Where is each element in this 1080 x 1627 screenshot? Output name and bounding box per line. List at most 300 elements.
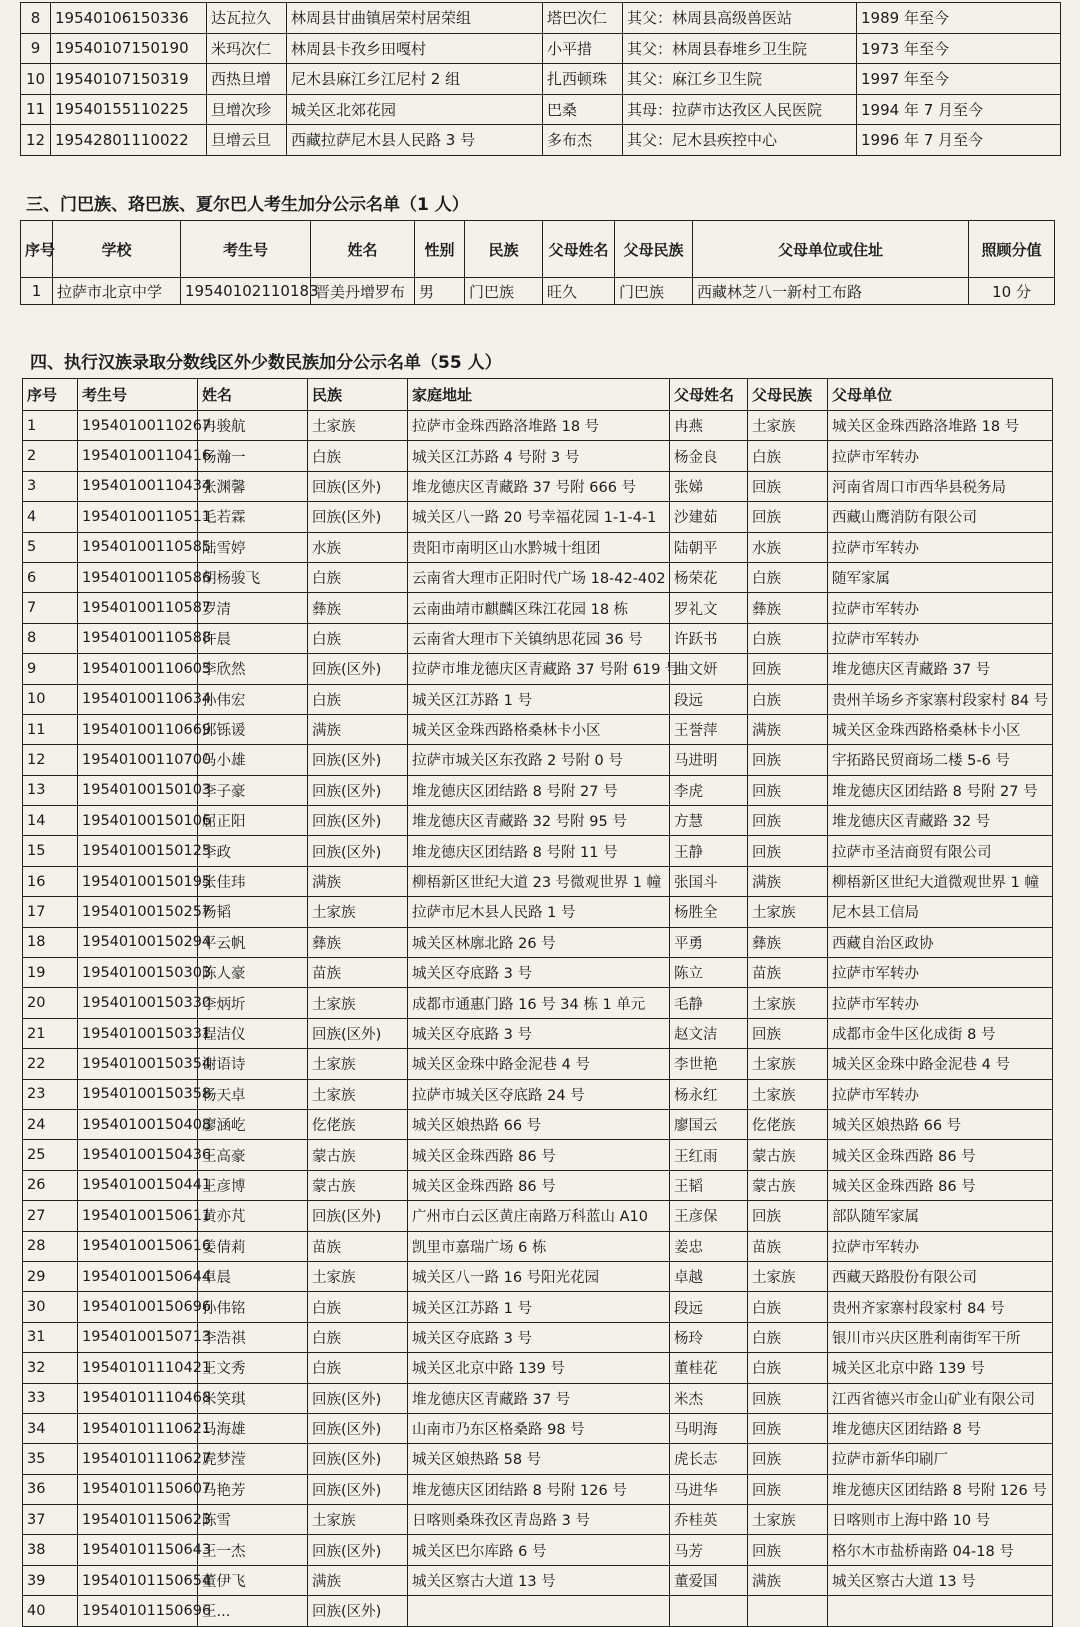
table-cell: 土家族: [748, 897, 828, 927]
table-cell: 40: [23, 1596, 78, 1626]
table-cell: 9: [23, 654, 78, 684]
table-cell: 罗清: [198, 593, 308, 623]
table-cell: 城关区金珠中路金泥巷 4 号: [408, 1049, 670, 1079]
table-cell: 土家族: [308, 1079, 408, 1109]
table-row: [23, 988, 1053, 1018]
table-cell: 王韬: [670, 1170, 748, 1200]
table-header-row: [21, 221, 1055, 278]
table-cell: 日喀则市上海中路 10 号: [828, 1505, 1053, 1535]
table-cell: 19540100110634: [78, 684, 198, 714]
table-cell: 回族(区外): [308, 654, 408, 684]
table-cell: 苗族: [748, 958, 828, 988]
table-cell: 李政: [198, 836, 308, 866]
table-cell: 34: [23, 1413, 78, 1443]
table-cell: 城关区金珠西路 86 号: [408, 1170, 670, 1200]
table-cell: 城关区察古大道 13 号: [408, 1565, 670, 1595]
table-cell: 马小雄: [198, 745, 308, 775]
table-cell: 19540100150644: [78, 1261, 198, 1291]
table-cell: 彝族: [748, 593, 828, 623]
table-cell: 贵阳市南明区山水黔城十组团: [408, 532, 670, 562]
table-cell: 张佳玮: [198, 866, 308, 896]
table-cell: 19540101110621: [78, 1413, 198, 1443]
table-cell: 卓越: [670, 1261, 748, 1291]
table-cell: 银川市兴庆区胜利南街军干所: [828, 1322, 1053, 1352]
table-cell: 门巴族: [615, 278, 693, 305]
table-cell: 王静: [670, 836, 748, 866]
table-cell: 尼木县麻江乡江尼村 2 组: [287, 64, 543, 95]
table-cell: 14: [23, 806, 78, 836]
table-cell: 城关区夺底路 3 号: [408, 958, 670, 988]
table-cell: 19540100150106: [78, 806, 198, 836]
table-cell: 拉萨市军转办: [828, 532, 1053, 562]
table-cell: 许跃书: [670, 623, 748, 653]
table-cell: 苗族: [748, 1231, 828, 1261]
table-cell: 19540100150408: [78, 1109, 198, 1139]
table-cell: 30: [23, 1292, 78, 1322]
table-cell: 赵文洁: [670, 1018, 748, 1048]
table-cell: 1: [21, 278, 53, 305]
table-section-4: [22, 378, 1053, 1627]
table-cell: 19540100110587: [78, 593, 198, 623]
table-row: [23, 836, 1053, 866]
column-header: 父母姓名: [670, 379, 748, 411]
table-cell: 其父：尼木县疾控中心: [623, 125, 857, 156]
table-cell: 19540100110434: [78, 471, 198, 501]
table-cell: 城关区金珠西路洛堆路 18 号: [828, 411, 1053, 441]
table-cell: 19540101150696: [78, 1596, 198, 1626]
table-cell: 蒙古族: [748, 1170, 828, 1200]
table-row: [23, 1109, 1053, 1139]
column-header: 考生号: [78, 379, 198, 411]
table-cell: 其父：林周县春堆乡卫生院: [623, 33, 857, 64]
table-row: [23, 745, 1053, 775]
table-cell: 堆龙德庆区团结路 8 号附 27 号: [408, 775, 670, 805]
table-cell: 19540100150696: [78, 1292, 198, 1322]
table-row: [23, 1170, 1053, 1200]
column-header: 父母姓名: [543, 221, 615, 278]
table-cell: 冉燕: [670, 411, 748, 441]
table-cell: 苗族: [308, 1231, 408, 1261]
table-cell: 20: [23, 988, 78, 1018]
table-row: [23, 1383, 1053, 1413]
table-cell: 城关区江苏路 4 号附 3 号: [408, 441, 670, 471]
table-cell: 贵州齐家寨村段家村 84 号: [828, 1292, 1053, 1322]
table-cell: 乔桂英: [670, 1505, 748, 1535]
table-cell: 白族: [308, 1292, 408, 1322]
table-cell: 尼木县工信局: [828, 897, 1053, 927]
table-cell: 拉萨市军转办: [828, 1231, 1053, 1261]
table-cell: 11: [21, 94, 51, 125]
table-cell: 回族: [748, 836, 828, 866]
table-cell: 白族: [308, 684, 408, 714]
table-cell: 19540100150358: [78, 1079, 198, 1109]
table-cell: 回族(区外): [308, 1018, 408, 1048]
table-cell: 蒙古族: [308, 1140, 408, 1170]
table-cell: 王高豪: [198, 1140, 308, 1170]
table-row: [21, 94, 1061, 125]
table-cell: 拉萨市军转办: [828, 958, 1053, 988]
table-row: [23, 1413, 1053, 1443]
table-cell: 格尔木市盐桥南路 04-18 号: [828, 1535, 1053, 1565]
table-cell: 19540101150607: [78, 1474, 198, 1504]
table-cell: 城关区八一路 20 号幸福花园 1-1-4-1: [408, 502, 670, 532]
table-cell: [828, 1596, 1053, 1626]
table-row: [23, 897, 1053, 927]
table-cell: 云南省大理市下关镇纳思花园 36 号: [408, 623, 670, 653]
table-cell: 冉骏航: [198, 411, 308, 441]
table-cell: 满族: [748, 714, 828, 744]
table-cell: 屈正阳: [198, 806, 308, 836]
table-cell: 土家族: [308, 897, 408, 927]
table-cell: 堆龙德庆区团结路 8 号附 27 号: [828, 775, 1053, 805]
table-cell: 19540101150643: [78, 1535, 198, 1565]
table-cell: 19540101110468: [78, 1383, 198, 1413]
table-cell: 6: [23, 562, 78, 592]
table-cell: 4: [23, 502, 78, 532]
table-cell: 白族: [748, 623, 828, 653]
column-header: 姓名: [311, 221, 415, 278]
table-cell: 拉萨市尼木县人民路 1 号: [408, 897, 670, 927]
table-cell: 3: [23, 471, 78, 501]
table-row: [23, 1201, 1053, 1231]
table-cell: 王文秀: [198, 1353, 308, 1383]
column-header: 父母民族: [748, 379, 828, 411]
table-cell: 程洁仪: [198, 1018, 308, 1048]
table-cell: 柳梧新区世纪大道 23 号微观世界 1 幢: [408, 866, 670, 896]
table-cell: 回族: [748, 1535, 828, 1565]
table-row: [23, 1565, 1053, 1595]
table-row: [23, 775, 1053, 805]
column-header: 家庭地址: [408, 379, 670, 411]
table-cell: 旦增云旦: [207, 125, 287, 156]
table-row: [23, 441, 1053, 471]
table-cell: 回族: [748, 1201, 828, 1231]
table-cell: 城关区巴尔库路 6 号: [408, 1535, 670, 1565]
table-cell: 江西省德兴市金山矿业有限公司: [828, 1383, 1053, 1413]
table-cell: 回族: [748, 1383, 828, 1413]
table-cell: 董爱国: [670, 1565, 748, 1595]
table-cell: 王红雨: [670, 1140, 748, 1170]
table-cell: 城关区夺底路 3 号: [408, 1018, 670, 1048]
table-cell: 1997 年至今: [857, 64, 1061, 95]
table-cell: 22: [23, 1049, 78, 1079]
table-cell: 张渊馨: [198, 471, 308, 501]
table-cell: 28: [23, 1231, 78, 1261]
table-cell: 陈人豪: [198, 958, 308, 988]
table-cell: 1989 年至今: [857, 3, 1061, 34]
table-row: [23, 1049, 1053, 1079]
table-cell: 19540101150654: [78, 1565, 198, 1595]
table-cell: 米玛次仁: [207, 33, 287, 64]
table-cell: 彝族: [308, 593, 408, 623]
table-cell: 城关区金珠西路 86 号: [828, 1140, 1053, 1170]
table-cell: 段远: [670, 684, 748, 714]
table-cell: 回族: [748, 502, 828, 532]
table-cell: 土家族: [748, 1505, 828, 1535]
column-header: 照顾分值: [969, 221, 1055, 278]
table-cell: [670, 1596, 748, 1626]
table-cell: 回族(区外): [308, 502, 408, 532]
table-row: [23, 806, 1053, 836]
table-cell: 39: [23, 1565, 78, 1595]
table-cell: 城关区金珠中路金泥巷 4 号: [828, 1049, 1053, 1079]
table-cell: 杨荣花: [670, 562, 748, 592]
table-cell: 土家族: [308, 1049, 408, 1079]
table-cell: 19540100150611: [78, 1201, 198, 1231]
table-cell: 拉萨市军转办: [828, 988, 1053, 1018]
table-cell: 其母：拉萨市达孜区人民医院: [623, 94, 857, 125]
table-cell: 回族(区外): [308, 1201, 408, 1231]
table-cell: 10: [23, 684, 78, 714]
table-cell: 李浩祺: [198, 1322, 308, 1352]
table-row: [23, 1231, 1053, 1261]
table-cell: 西藏自治区政协: [828, 927, 1053, 957]
table-section-2-tail: [20, 2, 1061, 156]
table-cell: 19542801110022: [51, 125, 207, 156]
table-cell: 36: [23, 1474, 78, 1504]
table-cell: 段远: [670, 1292, 748, 1322]
table-cell: 李子豪: [198, 775, 308, 805]
table-cell: 满族: [308, 1565, 408, 1595]
table-cell: 32: [23, 1353, 78, 1383]
table-cell: 1: [23, 411, 78, 441]
table-cell: 孙伟宏: [198, 684, 308, 714]
table-cell: 黄亦芃: [198, 1201, 308, 1231]
table-cell: 白族: [748, 684, 828, 714]
table-cell: 日喀则桑珠孜区青岛路 3 号: [408, 1505, 670, 1535]
table-cell: 白族: [748, 1292, 828, 1322]
table-cell: 回族: [748, 1444, 828, 1474]
table-cell: 随军家属: [828, 562, 1053, 592]
table-cell: 26: [23, 1170, 78, 1200]
table-cell: 土家族: [748, 1261, 828, 1291]
table-cell: 达瓦拉久: [207, 3, 287, 34]
column-header: 姓名: [198, 379, 308, 411]
table-cell: 云南省大理市正阳时代广场 18-42-402: [408, 562, 670, 592]
table-cell: 土家族: [748, 1079, 828, 1109]
table-cell: 水族: [748, 532, 828, 562]
table-cell: 董伊飞: [198, 1565, 308, 1595]
table-cell: 19540106150336: [51, 3, 207, 34]
table-cell: 其父：林周县高级兽医站: [623, 3, 857, 34]
table-cell: 马芳: [670, 1535, 748, 1565]
table-cell: 成都市通惠门路 16 号 34 栋 1 单元: [408, 988, 670, 1018]
table-cell: 董桂花: [670, 1353, 748, 1383]
table-cell: 旦增次珍: [207, 94, 287, 125]
table-cell: 马进华: [670, 1474, 748, 1504]
table-cell: 19540100150331: [78, 1018, 198, 1048]
table-cell: 谢语诗: [198, 1049, 308, 1079]
column-header: 序号: [21, 221, 53, 278]
table-cell: 土家族: [748, 1049, 828, 1079]
table-cell: 卓晨: [198, 1261, 308, 1291]
table-cell: 王彦保: [670, 1201, 748, 1231]
column-header: 父母民族: [615, 221, 693, 278]
table-cell: 满族: [308, 866, 408, 896]
table-cell: 回族(区外): [308, 1474, 408, 1504]
table-cell: 杨玲: [670, 1322, 748, 1352]
table-cell: 水族: [308, 532, 408, 562]
table-cell: 虎长志: [670, 1444, 748, 1474]
table-cell: 9: [21, 33, 51, 64]
column-header: 父母单位或住址: [693, 221, 969, 278]
table-cell: 堆龙德庆区青藏路 37 号: [408, 1383, 670, 1413]
table-row: [23, 714, 1053, 744]
table-cell: 回族: [748, 775, 828, 805]
table-cell: 回族: [748, 806, 828, 836]
table-cell: 拉萨市军转办: [828, 1079, 1053, 1109]
table-cell: 白族: [308, 1353, 408, 1383]
table-cell: 25: [23, 1140, 78, 1170]
table-cell: 19540100150303: [78, 958, 198, 988]
table-cell: 米笑琪: [198, 1383, 308, 1413]
table-cell: 堆龙德庆区青藏路 37 号: [828, 654, 1053, 684]
table-cell: 满族: [308, 714, 408, 744]
table-cell: 城关区娘热路 66 号: [408, 1109, 670, 1139]
table-cell: 白族: [308, 562, 408, 592]
table-cell: 虎梦滢: [198, 1444, 308, 1474]
table-cell: 城关区江苏路 1 号: [408, 1292, 670, 1322]
column-header: 性别: [415, 221, 465, 278]
column-header: 考生号: [181, 221, 311, 278]
table-cell: 塔巴次仁: [543, 3, 623, 34]
table-cell: 19540100150713: [78, 1322, 198, 1352]
table-cell: 29: [23, 1261, 78, 1291]
table-cell: 35: [23, 1444, 78, 1474]
table-cell: 回族: [748, 745, 828, 775]
table-cell: 廖涵屹: [198, 1109, 308, 1139]
table-cell: 平云帆: [198, 927, 308, 957]
table-row: [23, 1353, 1053, 1383]
table-cell: 李世艳: [670, 1049, 748, 1079]
table-cell: 1973 年至今: [857, 33, 1061, 64]
table-cell: 回族: [748, 1018, 828, 1048]
table-cell: 白族: [308, 441, 408, 471]
table-row: [23, 958, 1053, 988]
table-cell: 回族(区外): [308, 1596, 408, 1626]
table-cell: 白族: [308, 1322, 408, 1352]
table-cell: 19540107150190: [51, 33, 207, 64]
table-cell: 白族: [308, 623, 408, 653]
table-row: [23, 1140, 1053, 1170]
table-cell: 拉萨市城关区夺底路 24 号: [408, 1079, 670, 1109]
table-cell: 李欣然: [198, 654, 308, 684]
table-cell: 王誉萍: [670, 714, 748, 744]
table-cell: 蒙古族: [308, 1170, 408, 1200]
table-cell: 拉萨市军转办: [828, 593, 1053, 623]
table-cell: 城关区林廓北路 26 号: [408, 927, 670, 957]
column-header: 学校: [53, 221, 181, 278]
table-row: [23, 1474, 1053, 1504]
table-cell: 堆龙德庆区团结路 8 号附 11 号: [408, 836, 670, 866]
table-row: [23, 1535, 1053, 1565]
table-cell: 8: [21, 3, 51, 34]
table-cell: 拉萨市军转办: [828, 623, 1053, 653]
table-cell: 堆龙德庆区青藏路 37 号附 666 号: [408, 471, 670, 501]
table-cell: 19540107150319: [51, 64, 207, 95]
table-cell: 杨天卓: [198, 1079, 308, 1109]
table-cell: 城关区察古大道 13 号: [828, 1565, 1053, 1595]
table-cell: 19540100150294: [78, 927, 198, 957]
table-cell: 37: [23, 1505, 78, 1535]
table-cell: 城关区八一路 16 号阳光花园: [408, 1261, 670, 1291]
table-cell: 李炳圻: [198, 988, 308, 1018]
table-cell: 罗礼文: [670, 593, 748, 623]
table-cell: 1996 年 7 月至今: [857, 125, 1061, 156]
table-row: [23, 866, 1053, 896]
table-cell: 凯里市嘉瑞广场 6 栋: [408, 1231, 670, 1261]
table-cell: 蒙古族: [748, 1140, 828, 1170]
table-cell: 堆龙德庆区青藏路 32 号: [828, 806, 1053, 836]
table-cell: 城关区金珠西路 86 号: [828, 1170, 1053, 1200]
table-cell: 城关区北京中路 139 号: [408, 1353, 670, 1383]
table-cell: 米杰: [670, 1383, 748, 1413]
table-cell: 宇拓路民贸商场二楼 5-6 号: [828, 745, 1053, 775]
table-cell: 19540100110416: [78, 441, 198, 471]
table-cell: 回族(区外): [308, 745, 408, 775]
table-cell: 23: [23, 1079, 78, 1109]
table-cell: 王一杰: [198, 1535, 308, 1565]
table-cell: 张娣: [670, 471, 748, 501]
table-cell: 5: [23, 532, 78, 562]
table-row: [23, 684, 1053, 714]
table-cell: 毛若霖: [198, 502, 308, 532]
table-cell: 满族: [748, 1565, 828, 1595]
table-cell: 21: [23, 1018, 78, 1048]
table-cell: 回族(区外): [308, 836, 408, 866]
table-cell: 回族(区外): [308, 1444, 408, 1474]
table-cell: 土家族: [308, 411, 408, 441]
table-cell: 19540100150441: [78, 1170, 198, 1200]
table-cell: 19540100150330: [78, 988, 198, 1018]
table-cell: 晋美丹增罗布: [311, 278, 415, 305]
table-row: [23, 654, 1053, 684]
table-row: [21, 3, 1061, 34]
table-cell: 13: [23, 775, 78, 805]
table-cell: [748, 1596, 828, 1626]
table-cell: 19540102110183: [181, 278, 311, 305]
table-cell: 张国斗: [670, 866, 748, 896]
table-cell: 城关区金珠西路格桑林卡小区: [828, 714, 1053, 744]
table-row: [23, 1322, 1053, 1352]
table-cell: 小平措: [543, 33, 623, 64]
table-cell: 山南市乃东区格桑路 98 号: [408, 1413, 670, 1443]
table-row: [23, 1018, 1053, 1048]
table-row: [23, 1505, 1053, 1535]
table-cell: 城关区金珠西路格桑林卡小区: [408, 714, 670, 744]
table-cell: 1994 年 7 月至今: [857, 94, 1061, 125]
table-cell: 满族: [748, 866, 828, 896]
table-cell: 19540100150103: [78, 775, 198, 805]
table-cell: 彝族: [308, 927, 408, 957]
table-cell: 城关区江苏路 1 号: [408, 684, 670, 714]
table-cell: 回族(区外): [308, 1413, 408, 1443]
table-cell: 回族(区外): [308, 1383, 408, 1413]
table-cell: 33: [23, 1383, 78, 1413]
table-cell: 仡佬族: [748, 1109, 828, 1139]
column-header: 民族: [308, 379, 408, 411]
table-cell: 杨瀚一: [198, 441, 308, 471]
table-cell: 西热旦增: [207, 64, 287, 95]
table-cell: 土家族: [308, 1505, 408, 1535]
table-cell: 19540100150354: [78, 1049, 198, 1079]
table-cell: 城关区北郊花园: [287, 94, 543, 125]
table-cell: 白族: [748, 1322, 828, 1352]
table-cell: 8: [23, 623, 78, 653]
column-header: 序号: [23, 379, 78, 411]
table-cell: 土家族: [308, 1261, 408, 1291]
table-cell: 王彦博: [198, 1170, 308, 1200]
